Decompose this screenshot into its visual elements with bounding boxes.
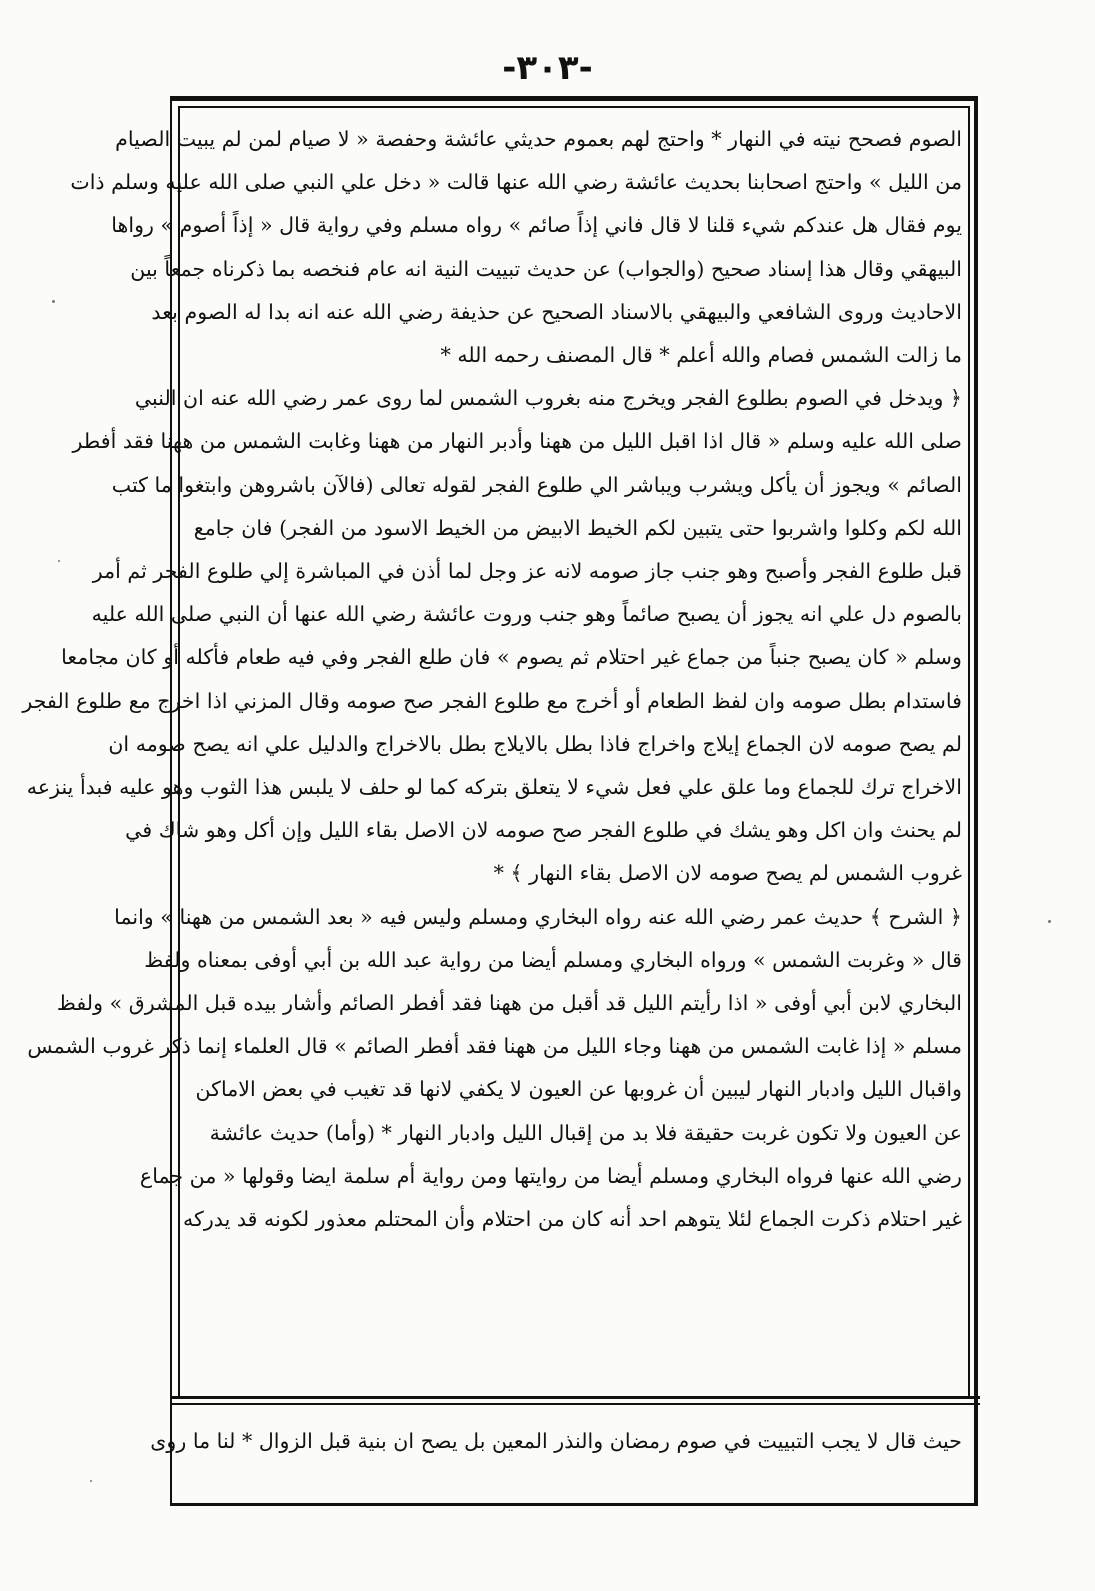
text-line: مسلم « إذا غابت الشمس من ههنا وجاء الليل من ههنا فقد أفطر الصائم » قال العلماء إنما ذكر غروب الشمس	[27, 1034, 962, 1059]
text-line: عن العيون ولا تكون غربت حقيقة فلا بد من إقبال الليل وادبار النهار * (وأما) حديث عائشة	[209, 1120, 962, 1145]
text-line: الاحاديث وروى الشافعي والبيهقي بالاسناد الصحيح عن حذيفة رضي الله عنه انه بدا له الصوم بعد	[151, 299, 962, 324]
text-line: وسلم « كان يصبح جنباً من جماع غير احتلام ثم يصوم » فان طلع الفجر وفي فيه طعام فأكله أو كان مجامعا	[61, 645, 962, 670]
text-line: واقبال الليل وادبار النهار ليبين أن غروبها عن العيون لا يكفي لانها قد تغيب في بعض الاماكن	[195, 1077, 962, 1102]
text-line: يوم فقال هل عندكم شيء قلنا لا قال فاني إذاً صائم » رواه مسلم وفي رواية قال « إذاً أصوم » رواها	[111, 213, 962, 238]
footnote-separator	[172, 1396, 980, 1399]
text-line: البيهقي وقال هذا إسناد صحيح (والجواب) عن حديث تبييت النية انه عام فنخصه بما ذكرناه جمعاً بين	[130, 256, 962, 281]
paper-speck	[1048, 920, 1051, 923]
footnote-text: حيث قال لا يجب التبييت في صوم رمضان والنذر المعين بل يصح ان بنية قبل الزوال * لنا ما روى	[150, 1429, 962, 1453]
text-line: لم يحنث وان اكل وهو يشك في طلوع الفجر صح صومه لان الاصل بقاء الليل وإن أكل وهو شاك في	[125, 818, 962, 843]
paper-speck	[52, 300, 55, 303]
text-line: لم يصح صومه لان الجماع إيلاج واخراج فاذا بطل بالايلاج بطل بالاخراج والدليل علي انه يصح صومه ان	[108, 731, 962, 756]
text-line: غروب الشمس لم يصح صومه لان الاصل بقاء النهار ﴾ *	[493, 861, 962, 886]
text-line: الله لكم وكلوا واشربوا حتى يتبين لكم الخيط الابيض من الخيط الاسود من الفجر) فان جامع	[193, 515, 962, 540]
text-line: الاخراج ترك للجماع وما علق علي فعل شيء لا يتعلق بتركه كما لو حلف لا يلبس هذا الثوب وهو عليه فبدأ ينزعه	[26, 775, 962, 800]
text-line: رضي الله عنها فرواه البخاري ومسلم أيضا من روايتها ومن رواية أم سلمة ايضا وقولها « من جماع	[139, 1163, 962, 1188]
text-line: صلى الله عليه وسلم « قال اذا اقبل الليل من ههنا وأدبر النهار من ههنا وغابت الشمس من ههنا فقد أفطر	[72, 429, 962, 454]
text-line: البخاري لابن أبي أوفى « اذا رأيتم الليل قد أقبل من ههنا فقد أفطر الصائم وأشار بيده قبل المشرق » ولفظ	[56, 991, 962, 1016]
footnote-separator-inner	[172, 1403, 980, 1405]
text-line: فاستدام بطل صومه وان لفظ الطعام أو أخرج مع طلوع الفجر صح صومه وقال المزني اذا اخرج مع طلوع الفجر	[22, 688, 962, 713]
main-text-block	[22, 118, 962, 1380]
text-line: الصوم فصحح نيته في النهار * واحتج لهم بعموم حديثي عائشة وحفصة « لا صيام لمن لم يبيت الصيام	[115, 127, 962, 151]
text-line: الصائم » ويجوز أن يأكل ويشرب ويباشر الي طلوع الفجر لقوله تعالى (فالآن باشروهن وابتغوا ما كتب	[111, 472, 962, 497]
text-line: بالصوم دل علي انه يجوز أن يصبح صائماً وهو جنب وروت عائشة رضي الله عنها أن النبي صلى الله عليه	[91, 602, 962, 627]
paper-speck	[90, 1480, 92, 1482]
text-line: من الليل » واحتج اصحابنا بحديث عائشة رضي الله عنها قالت « دخل علي النبي صلى الله عليه وسلم ذات	[70, 170, 962, 195]
text-line: غير احتلام ذكرت الجماع لئلا يتوهم احد أنه كان من احتلام وأن المحتلم معذور لكونه قد يدركه	[182, 1207, 962, 1232]
text-line: قبل طلوع الفجر وأصبح وهو جنب جاز صومه لانه عز وجل لما أذن في المباشرة إلي طلوع الفجر ثم أمر	[92, 559, 962, 584]
text-line: ﴿ الشرح ﴾ حديث عمر رضي الله عنه رواه البخاري ومسلم وليس فيه « بعد الشمس من ههنا » وانما	[114, 904, 962, 929]
page-number: -٣٠٣-	[502, 48, 593, 88]
text-line: ﴿ ويدخل في الصوم بطلوع الفجر ويخرج منه بغروب الشمس لما روى عمر رضي الله عنه ان النبي	[134, 386, 962, 411]
text-line: ما زالت الشمس فصام والله أعلم * قال المصنف رحمه الله *	[440, 343, 962, 368]
paper-speck	[58, 560, 60, 562]
text-line: قال « وغربت الشمس » ورواه البخاري ومسلم أيضا من رواية عبد الله بن أبي أوفى بمعناه ولفظ	[144, 947, 962, 972]
